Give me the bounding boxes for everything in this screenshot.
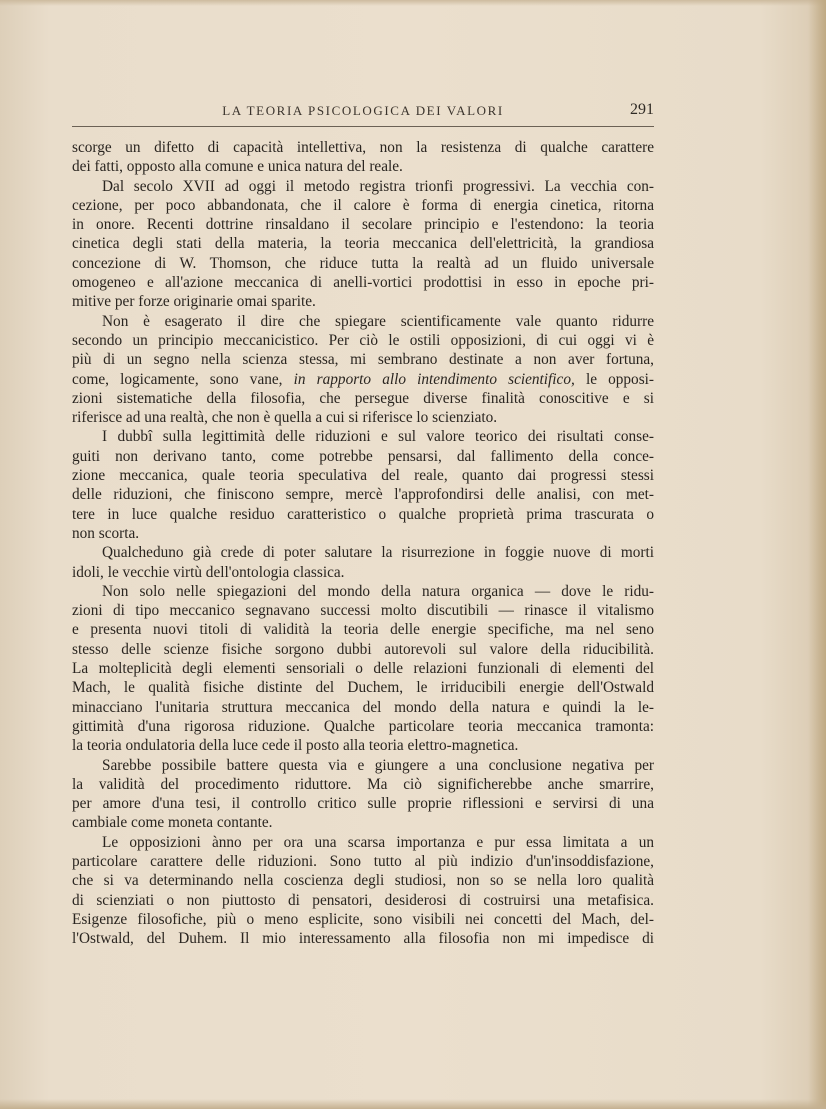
- paragraph: [72, 427, 654, 543]
- text-line: Non solo nelle spiegazioni del mondo della natura organica — dove le ridu-: [102, 582, 654, 600]
- text-line: che si va determinando nella coscienza degli studiosi, non so se nella loro qualità: [72, 872, 654, 890]
- text-line: e presenta nuovi titoli di validità la teoria delle energie specifiche, ma nel seno: [72, 621, 654, 639]
- text-line: l'Ostwald, del Duhem. Il mio interessamento alla filosofia non mi impedisce di: [72, 930, 654, 948]
- text-line: per amore d'una tesi, il controllo critico sulle proprie riflessioni e servirsi di una: [72, 795, 654, 813]
- text-line: Le opposizioni ànno per ora una scarsa importanza e pur essa limitata a un: [102, 833, 654, 851]
- paragraph: [72, 138, 654, 177]
- text-line: mitive per forze originarie omai sparite.: [72, 293, 316, 311]
- paragraph: [72, 833, 654, 949]
- text-line: guiti non derivano tanto, come potrebbe pensarsi, dal fallimento della conce-: [72, 447, 654, 465]
- text-line: gittimità d'una rigorosa riduzione. Qualche particolare teoria meccanica tramonta:: [72, 717, 654, 735]
- text-line: più di un segno nella scienza stessa, mi sembrano destinate a non aver fortuna,: [72, 351, 654, 369]
- page-edge-top: [0, 0, 826, 6]
- header-rule: [72, 126, 654, 127]
- italic-phrase: in rapporto allo intendimento scientifico,: [293, 370, 575, 388]
- text-line: zioni di tipo meccanico segnavano successi molto discutibili — rinasce il vitalismo: [72, 602, 654, 620]
- text-line: delle riduzioni, che finiscono sempre, mercè l'approfondirsi delle analisi, con met-: [72, 486, 654, 504]
- paragraph: [72, 312, 654, 428]
- text-line: cambiale come moneta contante.: [72, 814, 273, 832]
- text-line: concezione di W. Thomson, che riduce tutta la realtà ad un fluido universale: [72, 254, 654, 272]
- text-line: cezione, per poco abbandonata, che il calore è forma di energia cinetica, ritorna: [72, 196, 654, 214]
- text-segment: come, logicamente, sono vane,: [72, 370, 294, 388]
- page-number: 291: [630, 101, 654, 118]
- text-line: Sarebbe possibile battere questa via e giungere a una conclusione negativa per: [102, 756, 654, 774]
- text-line: di scienziati o non piuttosto di pensatori, desiderosi di costruirsi una metafisica.: [72, 891, 654, 909]
- text-line: Qualcheduno già crede di poter salutare la risurrezione in foggie nuove di morti: [102, 544, 654, 562]
- paragraph: [72, 177, 654, 312]
- text-line: zioni sistematiche della filosofia, che persegue diverse finalità conoscitive e si: [72, 389, 654, 407]
- text-line: la validità del procedimento riduttore. Ma ciò significherebbe anche smarrire,: [72, 775, 654, 793]
- text-line: particolare carattere delle riduzioni. Sono tutto al più indizio d'un'insoddisfazione,: [72, 852, 654, 870]
- text-line: tere in luce qualche residuo caratteristico o qualche proprietà prima trascurata o: [72, 505, 654, 523]
- text-line: Esigenze filosofiche, più o meno esplicite, sono visibili nei concetti del Mach, del-: [72, 910, 654, 928]
- text-line: riferisce ad una realtà, che non è quella a cui si riferisce lo scienziato.: [72, 409, 498, 427]
- text-line: stesso delle scienze fisiche sorgono dubbi autorevoli sul valore della riducibilità.: [72, 640, 654, 658]
- text-line: secondo un principio meccanicistico. Per ciò le ostili opposizioni, di cui oggi vi è: [72, 331, 654, 349]
- text-segment: le opposi-: [574, 370, 654, 388]
- text-line: Dal secolo XVII ad oggi il metodo registra trionfi progressivi. La vecchia con-: [102, 177, 654, 195]
- body-text: [72, 138, 654, 948]
- text-line: in onore. Recenti dottrine rinsaldano il secolare principio e l'estendono: la teoria: [72, 216, 654, 234]
- text-line: scorge un difetto di capacità intellettiva, non la resistenza di qualche carattere: [72, 139, 654, 156]
- paragraph: [72, 756, 654, 833]
- text-line: non scorta.: [72, 524, 140, 542]
- text-line: dei fatti, opposto alla comune e unica natura del reale.: [72, 158, 403, 176]
- text-line: la teoria ondulatoria della luce cede il posto alla teoria elettro-magnetica.: [72, 737, 519, 755]
- paragraph: [72, 543, 654, 582]
- text-line: zione meccanica, quale teoria speculativa del reale, quanto dai progressi stessi: [72, 467, 654, 485]
- page-edge-bottom: [0, 1099, 826, 1109]
- text-line: omogeneo e all'azione meccanica di anelli-vortici prodottisi in esso in epoche pri-: [72, 274, 654, 292]
- text-line: Non è esagerato il dire che spiegare scientificamente vale quanto ridurre: [102, 312, 654, 330]
- text-line-with-italic: [72, 370, 654, 389]
- text-line: minacciano l'unitaria struttura meccanica del mondo della natura e quindi la le-: [72, 698, 654, 716]
- text-line: Mach, le qualità fisiche distinte del Duchem, le irriducibili energie dell'Ostwald: [72, 679, 654, 697]
- page-edge-right: [808, 0, 826, 1109]
- paragraph: [72, 582, 654, 756]
- text-line: La molteplicità degli elementi sensoriali o delle relazioni funzionali di elementi del: [72, 660, 654, 678]
- running-head: [72, 103, 654, 123]
- text-line: cinetica degli stati della materia, la teoria meccanica dell'elettricità, la grandiosa: [72, 235, 654, 253]
- text-line: idoli, le vecchie virtù dell'ontologia classica.: [72, 563, 345, 581]
- text-line: I dubbî sulla legittimità delle riduzioni e sul valore teorico dei risultati conse-: [102, 428, 654, 446]
- running-head-title: LA TEORIA PSICOLOGICA DEI VALORI: [222, 103, 504, 118]
